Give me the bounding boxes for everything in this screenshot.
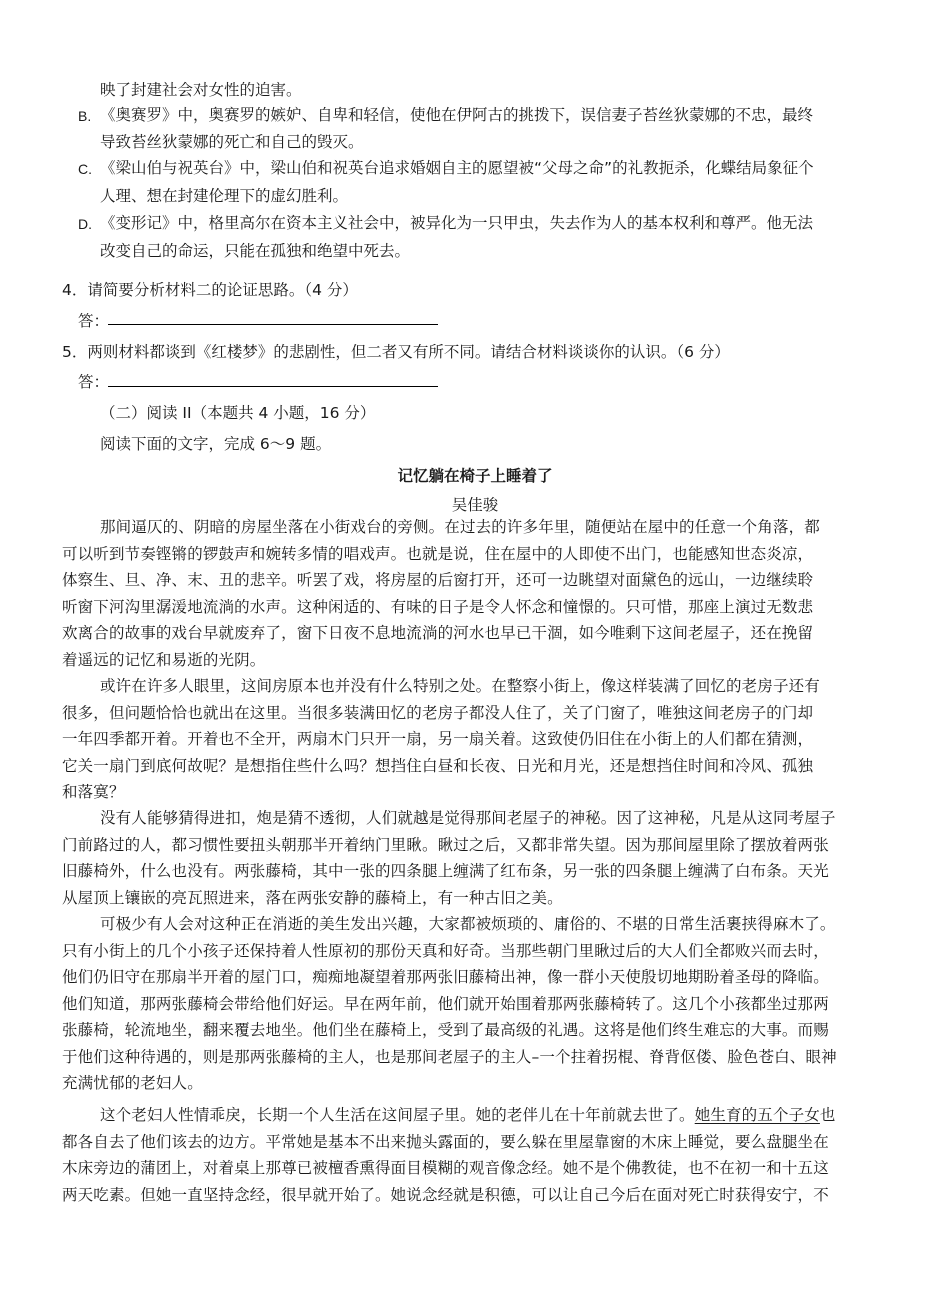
article-line: 充满忧郁的老妇人。 xyxy=(62,1074,203,1092)
article-line: 他们知道，那两张藤椅会带给他们好运。早在两年前，他们就开始围着那两张藤椅转了。这几个小孩都坐过那两 xyxy=(62,995,829,1013)
option-c-line1: 《梁山伯与祝英台》中，梁山伯和祝英台追求婚姻自主的愿望被“父母之命”的礼教扼杀，化蝶结局象征个 xyxy=(100,159,814,177)
article-line: 欢离合的故事的戏台早就废弃了，窗下日夜不息地流淌的河水也早已干涸，如今唯剩下这间老屋子，还在挽留 xyxy=(62,624,814,642)
article-author: 吴佳骏 xyxy=(451,496,499,514)
article-line: 可极少有人会对这种正在消逝的美生发出兴趣，大家都被烦琐的、庸俗的、不堪的日常生活裹挟得麻木了。 xyxy=(100,915,836,933)
article-line: 门前路过的人，都习惯性要扭头朝那半开着纳门里瞅。瞅过之后，又都非常失望。因为那间屋里除了摆放着两张 xyxy=(62,836,829,854)
article-line: 那间逼仄的、阴暗的房屋坐落在小街戏台的旁侧。在过去的许多年里，随便站在屋中的任意一个角落，都 xyxy=(100,518,820,536)
article-line-text: 这个老妇人性情乖戾，长期一个人生活在这间屋子里。她的老伴儿在十年前就去世了。 xyxy=(100,1106,695,1124)
article-line: 于他们这种待遇的，则是那两张藤椅的主人，也是那间老屋子的主人–一个拄着拐棍、脊背伛偻、脸色苍白、眼神 xyxy=(62,1048,837,1066)
option-d-line1: 《变形记》中，格里高尔在资本主义社会中，被异化为一只甲虫，失去作为人的基本权利和尊严。他无法 xyxy=(100,214,814,232)
article-title: 记忆躺在椅子上睡着了 xyxy=(397,467,553,485)
article-line: 木床旁边的蒲团上，对着桌上那尊已被檀香熏得面目模糊的观音像念经。她不是个佛教徒，也不在初一和十五这 xyxy=(62,1159,829,1177)
article-line: 体察生、旦、净、末、丑的悲辛。听罢了戏，将房屋的后窗打开，还可一边眺望对面黛色的远山，一边继续聆 xyxy=(62,571,814,589)
article-line: 都各自去了他们该去的边方。平常她是基本不出来抛头露面的，要么躲在里屋靠窗的木床上睡觉，要么盘腿坐在 xyxy=(62,1133,829,1151)
answer-label-5: 答： xyxy=(78,373,110,391)
answer-field-5[interactable] xyxy=(108,386,438,387)
article-line: 和落寞？ xyxy=(62,783,125,801)
section-heading: （二）阅读 II（本题共 4 小题，16 分） xyxy=(100,404,376,422)
section-instruction: 阅读下面的文字，完成 6～9 题。 xyxy=(100,435,332,453)
option-d-label: D. xyxy=(78,216,92,232)
answer-label-4: 答： xyxy=(78,312,110,330)
question-4: 4．请简要分析材料二的论证思路。（4 分） xyxy=(62,281,358,299)
underlined-phrase: 她生育的五个子女 xyxy=(694,1106,820,1124)
option-b-line1: 《奥赛罗》中，奥赛罗的嫉妒、自卑和轻信，使他在伊阿古的挑拨下，误信妻子苔丝狄蒙娜的不忠，最终 xyxy=(100,106,814,124)
article-line: 听窗下河沟里潺湲地流淌的水声。这种闲适的、有味的日子是令人怀念和憧憬的。只可惜，那座上演过无数悲 xyxy=(62,598,814,616)
option-a-tail: 映了封建社会对女性的迫害。 xyxy=(100,81,302,99)
option-c-label: C. xyxy=(78,161,92,177)
option-b-label: B. xyxy=(78,108,92,124)
question-5: 5．两则材料都谈到《红楼梦》的悲剧性，但二者又有所不同。请结合材料谈谈你的认识。（6 分） xyxy=(62,343,730,361)
article-line: 它关一扇门到底何故呢？是想指住些什么吗？想挡住白昼和长夜、日光和月光，还是想挡住时间和冷风、孤独 xyxy=(62,757,814,775)
article-line: 可以听到节奏铿锵的锣鼓声和婉转多情的唱戏声。也就是说，住在屋中的人即使不出门，也能感知世态炎凉， xyxy=(62,545,814,563)
article-line: 或许在许多人眼里，这间房原本也并没有什么特别之处。在整察小街上，像这样装满了回忆的老房子还有 xyxy=(100,677,820,695)
article-line-tail: 也 xyxy=(819,1106,836,1124)
article-line: 从屋顶上镶嵌的亮瓦照进来，落在两张安静的藤椅上，有一种古旧之美。 xyxy=(62,889,563,907)
option-d-line2: 改变自己的命运，只能在孤独和绝望中死去。 xyxy=(100,242,411,260)
article-line: 一年四季都开着。开着也不全开，两扇木门只开一扇，另一扇关着。这致使仍旧住在小街上的人们都在猜测， xyxy=(62,730,814,748)
article-line-with-underline xyxy=(100,1105,836,1125)
article-line: 没有人能够猜得进扣，炮是猜不透彻，人们就越是觉得那间老屋子的神秘。因了这神秘，凡是从这同考屋子 xyxy=(100,809,836,827)
article-line: 两天吃素。但她一直坚持念经，很早就开始了。她说念经就是积德，可以让自己今后在面对死亡时获得安宁，不 xyxy=(62,1186,829,1204)
article-line: 他们仍旧守在那扇半开着的屋门口，痴痴地凝望着那两张旧藤椅出神，像一群小天使殷切地期盼着圣母的降临。 xyxy=(62,968,829,986)
article-line: 只有小街上的几个小孩子还保持着人性原初的那份天真和好奇。当那些朝门里瞅过后的大人们全都败兴而去时， xyxy=(62,942,829,960)
article-line: 旧藤椅外，什么也没有。两张藤椅，其中一张的四条腿上缠满了红布条，另一张的四条腿上缠满了白布条。天光 xyxy=(62,862,829,880)
option-c-line2: 人理、想在封建伦理下的虚幻胜利。 xyxy=(100,187,349,205)
option-b-line2: 导致苔丝狄蒙娜的死亡和自己的毁灭。 xyxy=(100,133,364,151)
article-line: 很多，但问题恰恰也就出在这里。当很多装满田忆的老房子都没人住了，关了门窗了，唯独这间老房子的门却 xyxy=(62,704,814,722)
article-line: 着遥远的记忆和易逝的光阴。 xyxy=(62,651,266,669)
answer-field-4[interactable] xyxy=(108,324,438,325)
article-line: 张藤椅，轮流地坐，翻来覆去地坐。他们坐在藤椅上，受到了最高级的礼遇。这将是他们终生难忘的大事。而赐 xyxy=(62,1021,829,1039)
